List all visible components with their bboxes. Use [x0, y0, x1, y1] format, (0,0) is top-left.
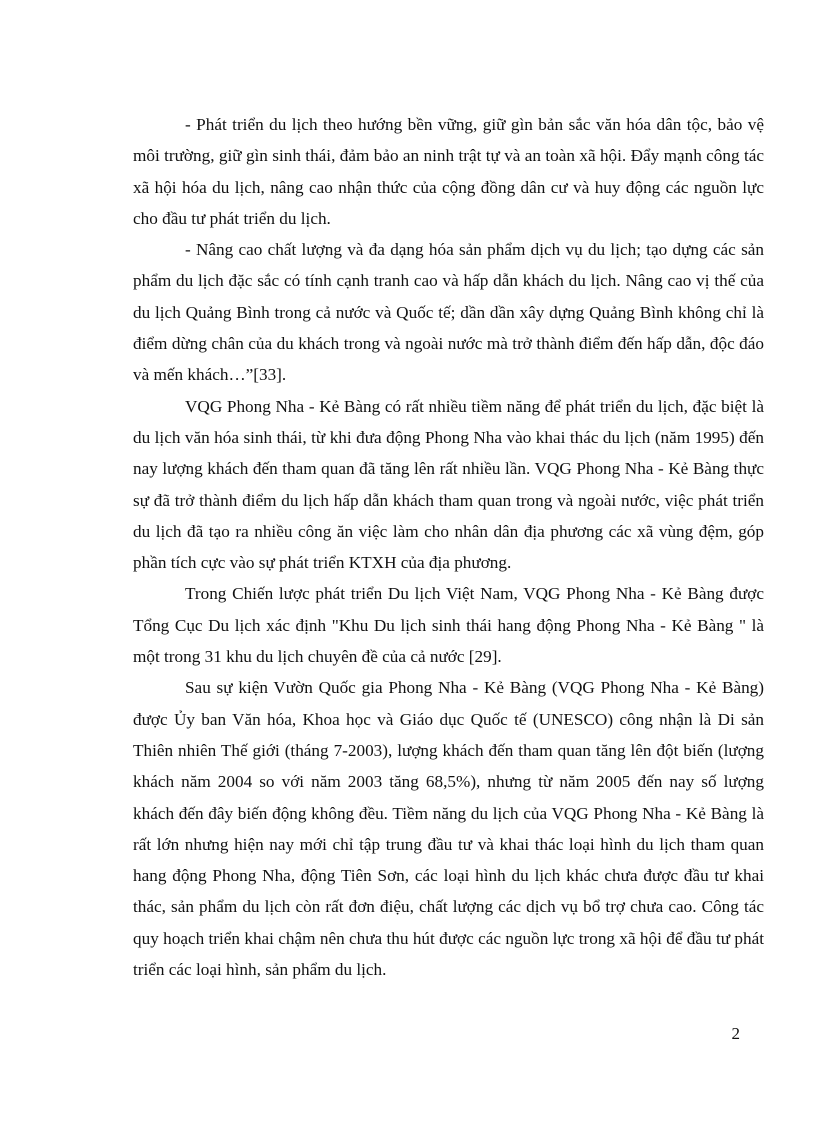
paragraph-tourism-potential: VQG Phong Nha - Kẻ Bàng có rất nhiều tiềm năng để phát triển du lịch, đặc biệt là du lịch văn hóa sinh thái, từ khi đưa động Phong Nha vào khai thác du lịch (năm 1995) đến nay lượng khách đến tham quan đã tăng lên rất nhiều lần. VQG Phong Nha - Kẻ Bàng thực sự đã trở thành điểm du lịch hấp dẫn khách tham quan trong và ngoài nước, việc phát triển du lịch đã tạo ra nhiều công ăn việc làm cho nhân dân địa phương các xã vùng đệm, góp phần tích cực vào sự phát triển KTXH của địa phương.	[133, 396, 764, 573]
document-body	[133, 109, 764, 985]
page-number: 2	[731, 1024, 740, 1043]
paragraph-sustainable-development: - Phát triển du lịch theo hướng bền vững, giữ gìn bản sắc văn hóa dân tộc, bảo vệ môi trường, giữ gìn sinh thái, đảm bảo an ninh trật tự và an toàn xã hội. Đẩy mạnh công tác xã hội hóa du lịch, nâng cao nhận thức của cộng đồng dân cư và huy động các nguồn lực cho đầu tư phát triển du lịch.	[133, 115, 764, 228]
paragraph-national-strategy: Trong Chiến lược phát triển Du lịch Việt Nam, VQG Phong Nha - Kẻ Bàng được Tổng Cục Du lịch xác định "Khu Du lịch sinh thái hang động Phong Nha - Kẻ Bàng " là một trong 31 khu du lịch chuyên đề của cả nước [29].	[133, 584, 764, 667]
paragraph-product-quality: - Nâng cao chất lượng và đa dạng hóa sản phẩm dịch vụ du lịch; tạo dựng các sản phẩm du lịch đặc sắc có tính cạnh tranh cao và hấp dẫn khách du lịch. Nâng cao vị thế của du lịch Quảng Bình trong cả nước và Quốc tế; dần dần xây dựng Quảng Bình không chỉ là điểm dừng chân của du khách trong và ngoài nước mà trở thành điểm đến hấp dẫn, độc đáo và mến khách…”[33].	[133, 240, 764, 385]
paragraph-unesco-heritage: Sau sự kiện Vườn Quốc gia Phong Nha - Kẻ Bàng (VQG Phong Nha - Kẻ Bàng) được Ủy ban Văn hóa, Khoa học và Giáo dục Quốc tế (UNESCO) công nhận là Di sản Thiên nhiên Thế giới (tháng 7-2003), lượng khách đến tham quan tăng lên đột biến (lượng khách năm 2004 so với năm 2003 tăng 68,5%), nhưng từ năm 2005 đến nay số lượng khách đến đây biến động không đều. Tiềm năng du lịch của VQG Phong Nha - Kẻ Bàng là rất lớn nhưng hiện nay mới chỉ tập trung đầu tư và khai thác loại hình du lịch tham quan hang động Phong Nha, động Tiên Sơn, các loại hình du lịch khác chưa được đầu tư khai thác, sản phẩm du lịch còn rất đơn điệu, chất lượng các dịch vụ bổ trợ chưa cao. Công tác quy hoạch triển khai chậm nên chưa thu hút được các nguồn lực trong xã hội để đầu tư phát triển các loại hình, sản phẩm du lịch.	[133, 678, 764, 980]
